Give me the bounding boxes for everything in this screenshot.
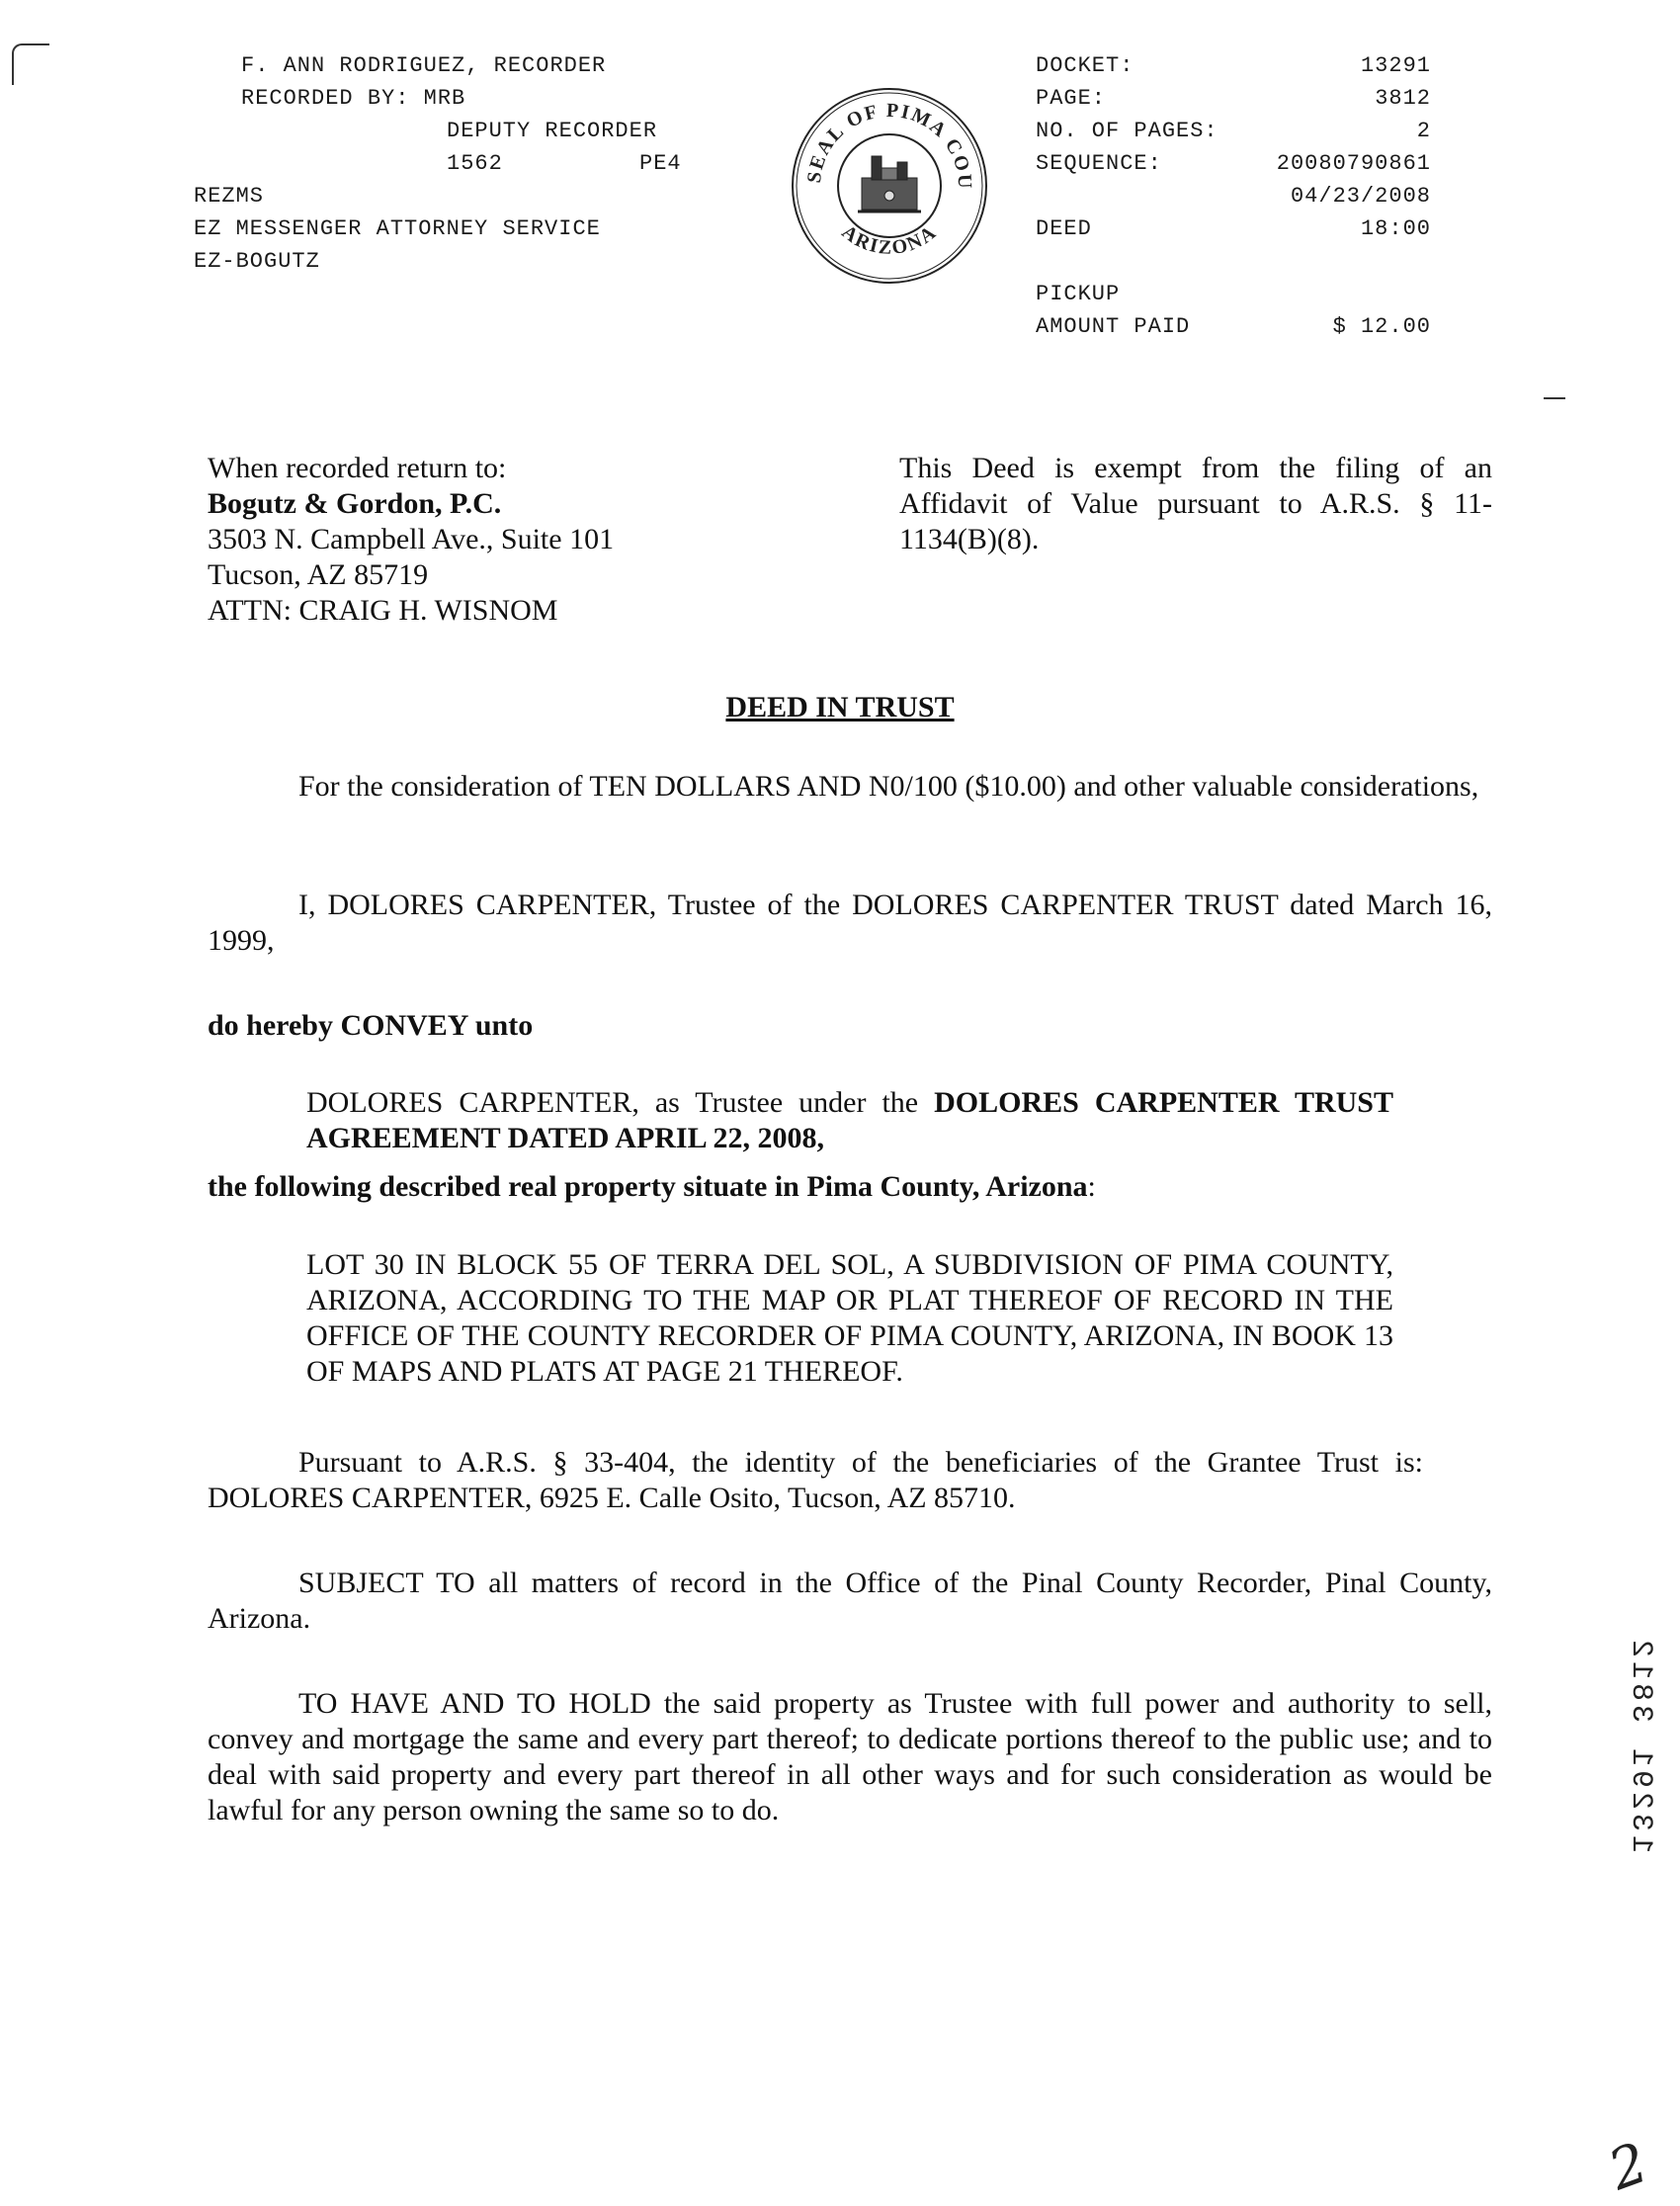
pima-county-seal [791,79,988,292]
docket-row [1036,49,1431,82]
scan-corner-mark [12,43,49,85]
deed-title: DEED IN TRUST [725,691,955,723]
sequence-label: SEQUENCE: [1036,151,1162,176]
pages-label: NO. OF PAGES: [1036,119,1218,143]
side-stamp-text: 13291 3812 [1624,1635,1657,1854]
recording-time: 18:00 [1360,216,1431,241]
date-row [1036,180,1431,212]
pages-row [1036,115,1431,147]
return-to-heading: When recorded return to: [208,452,507,484]
amount-label: AMOUNT PAID [1036,314,1191,339]
property-intro-text: the following described real property situate in Pima County, Arizona [208,1170,1088,1203]
svg-text:ARIZONA [838,221,942,260]
recorded-by-value: MRB [423,86,466,111]
recorder-line2: EZ MESSENGER ATTORNEY SERVICE [194,216,601,241]
blank-row [1036,245,1431,278]
deputy-line: DEPUTY RECORDER [447,119,658,143]
recorded-by-label: RECORDED BY: [241,86,410,111]
recorder-block [194,49,708,278]
deed-label: DEED [1036,216,1092,241]
pages-value: 2 [1416,119,1431,143]
exemption-statement: This Deed is exempt from the filing of an Affidavit of Value pursuant to A.R.S. § 11-1134(B)(8). [899,452,1492,555]
recorder-line3: EZ-BOGUTZ [194,249,320,274]
recording-date: 04/23/2008 [1290,184,1431,209]
recorded-by-line [194,82,708,115]
return-to-block [208,451,761,629]
docket-label: DOCKET: [1036,53,1134,78]
page-row [1036,82,1431,115]
grantee-text: DOLORES CARPENTER, as Trustee under the [306,1086,935,1119]
property-intro-colon: : [1087,1170,1096,1203]
amount-value: $ 12.00 [1332,314,1431,339]
page-number: 2 [1600,2130,1656,2204]
consideration-paragraph: For the consideration of TEN DOLLARS AND N0/100 ($10.00) and other valuable considerations, [298,770,1479,803]
property-intro [208,1169,1492,1205]
deputy-code: PE4 [639,151,682,176]
side-docket-stamp [1621,1581,1660,1908]
beneficiaries-paragraph: Pursuant to A.R.S. § 33-404, the identity of the beneficiaries of the Grantee Trust is: DOLORES CARPENTER, 6925 E. Calle Osito, Tucson, AZ 85710. [208,1446,1423,1514]
pickup-row [1036,278,1431,310]
deputy-number-line [194,147,708,180]
grantor-paragraph: I, DOLORES CARPENTER, Trustee of the DOLORES CARPENTER TRUST dated March 16, 1999, [208,889,1492,957]
return-to-firm: Bogutz & Gordon, P.C. [208,487,502,520]
recording-info [1036,49,1451,343]
legal-description: LOT 30 IN BLOCK 55 OF TERRA DEL SOL, A SUBDIVISION OF PIMA COUNTY, ARIZONA, ACCORDING TO THE MAP OR PLAT THEREOF OF RECORD IN THE OFFICE OF THE COUNTY RECORDER OF PIMA COUNTY, ARIZONA, IN BOOK 13 OF MAPS AND PLATS AT PAGE 21 THEREOF. [306,1248,1393,1388]
seal-bottom-text: ARIZONA [837,220,942,260]
return-to-address2: Tucson, AZ 85719 [208,558,429,591]
sequence-row [1036,147,1431,180]
return-to-attn: ATTN: CRAIG H. WISNOM [208,594,558,627]
seal-graphic [791,79,988,292]
docket-value: 13291 [1360,53,1431,78]
deed-row [1036,212,1431,245]
sequence-value: 20080790861 [1276,151,1431,176]
subject-to-paragraph: SUBJECT TO all matters of record in the Office of the Pinal County Recorder, Pinal County, Arizona. [208,1567,1492,1635]
return-to-address1: 3503 N. Campbell Ave., Suite 101 [208,523,615,555]
pickup-label: PICKUP [1036,282,1121,306]
amount-row [1036,310,1431,343]
seal-top-text: SEAL OF PIMA COU [802,99,976,192]
convey-line: do hereby CONVEY unto [208,1009,534,1042]
deputy-number: 1562 [447,151,503,176]
page-value: 3812 [1375,86,1431,111]
recorder-line1: REZMS [194,184,265,209]
grantee-trust-name: DOLORES CARPENTER TRUST AGREEMENT DATED APRIL 22, 2008, [306,1086,1393,1154]
page-label: PAGE: [1036,86,1107,111]
grantee-paragraph [306,1085,1393,1156]
recorder-name: F. ANN RODRIGUEZ, RECORDER [241,53,607,78]
scan-dash-mark [1544,397,1565,399]
habendum-paragraph: TO HAVE AND TO HOLD the said property as Trustee with full power and authority to sell, convey and mortgage the same and every part thereof; to dedicate portions thereof to the public use; and to deal with said property and every part thereof in all other ways and for such consideration as would be lawful for any person owning the same so to do. [208,1687,1492,1826]
